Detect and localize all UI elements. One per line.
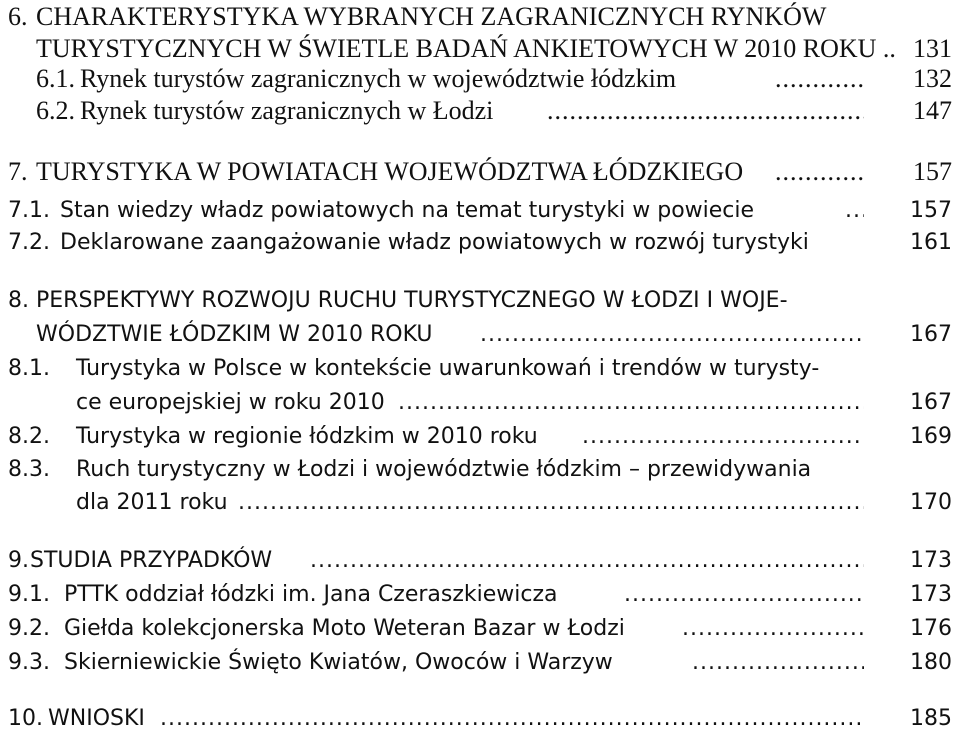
- page-number: 161: [910, 230, 952, 255]
- entry-number: 9.2.: [8, 616, 50, 641]
- page-number: 180: [910, 650, 952, 675]
- toc-entry-ch7: [0, 155, 960, 189]
- entry-number: 10.: [8, 706, 43, 731]
- toc-entry-6-2: [0, 94, 960, 128]
- entry-title: WNIOSKI: [48, 706, 145, 731]
- toc-entry-ch9: [0, 544, 960, 578]
- page-number: 176: [910, 616, 952, 641]
- leader-dots: [480, 318, 864, 352]
- entry-number: 8.: [8, 288, 29, 313]
- entry-number: 8.2.: [8, 424, 50, 449]
- toc-entry-8-1-line1: [0, 352, 960, 386]
- toc-entry-8-3-line2: [0, 486, 960, 520]
- entry-title: Giełda kolekcjonerska Moto Weteran Bazar w Łodzi: [64, 616, 625, 641]
- toc-entry-8-3-line1: [0, 453, 960, 487]
- entry-number: 6.2.: [36, 96, 75, 125]
- leader-dots: [310, 544, 864, 578]
- entry-title: Ruch turystyczny w Łodzi i województwie łódzkim – przewidywania: [76, 457, 812, 482]
- page-number: 167: [910, 322, 952, 347]
- toc-entry-ch6-line1: [0, 0, 960, 34]
- page-number: 170: [910, 490, 952, 515]
- page-number: 185: [910, 706, 952, 731]
- page-number: 173: [910, 582, 952, 607]
- page-number: 157: [913, 157, 952, 186]
- entry-number: 7.2.: [8, 230, 50, 255]
- page-number: 157: [910, 198, 952, 223]
- toc-entry-7-2: [0, 226, 960, 260]
- page-number: 132: [913, 64, 952, 93]
- entry-title: dla 2011 roku: [76, 490, 228, 515]
- entry-title: ce europejskiej w roku 2010: [76, 390, 385, 415]
- leader-dots: [238, 486, 864, 520]
- entry-title: Skierniewickie Święto Kwiatów, Owoców i Warzyw: [64, 650, 613, 675]
- leader-dots: [547, 94, 864, 128]
- entry-number: 6.1.: [36, 64, 75, 93]
- entry-number: 8.3.: [8, 457, 50, 482]
- page-number: 167: [910, 390, 952, 415]
- toc-entry-ch8-line2: [0, 318, 960, 352]
- leader-dots: [775, 155, 864, 189]
- entry-number: 6.: [8, 2, 28, 31]
- leader-dots: [398, 386, 864, 420]
- entry-title: PERSPEKTYWY ROZWOJU RUCHU TURYSTYCZNEGO W ŁODZI I WOJE-: [36, 288, 788, 313]
- toc-entry-9-1: [0, 578, 960, 612]
- entry-title: Rynek turystów zagranicznych w województwie łódzkim: [80, 64, 677, 93]
- page-number: 173: [910, 548, 952, 573]
- entry-title: TURYSTYKA W POWIATACH WOJEWÓDZTWA ŁÓDZKIEGO: [36, 157, 744, 186]
- leader-dots: [682, 612, 864, 646]
- toc-entry-6-1: [0, 62, 960, 96]
- leader-dots: [845, 194, 864, 228]
- page-number: 131: [913, 34, 952, 63]
- leader-dots: [775, 62, 864, 96]
- entry-title: Stan wiedzy władz powiatowych na temat turystyki w powiecie: [60, 198, 755, 223]
- entry-title: Turystyka w Polsce w kontekście uwarunkowań i trendów w turysty-: [76, 356, 820, 381]
- toc-entry-8-2: [0, 420, 960, 454]
- entry-number: 7.: [8, 157, 28, 186]
- entry-title: Rynek turystów zagranicznych w Łodzi: [80, 96, 494, 125]
- entry-title: WÓDZTWIE ŁÓDZKIM W 2010 ROKU: [36, 322, 433, 347]
- toc-entry-8-1-line2: [0, 386, 960, 420]
- entry-title: Deklarowane zaangażowanie władz powiatowych w rozwój turystyki: [60, 230, 809, 255]
- entry-number: 7.1.: [8, 198, 50, 223]
- leader-dots: [692, 646, 864, 680]
- entry-number: 9.: [8, 548, 29, 573]
- entry-number: 9.1.: [8, 582, 50, 607]
- entry-title: TURYSTYCZNYCH W ŚWIETLE BADAŃ ANKIETOWYCH W 2010 ROKU ..: [36, 34, 896, 63]
- page-number: 147: [913, 96, 952, 125]
- entry-title: STUDIA PRZYPADKÓW: [30, 548, 273, 573]
- toc-entry-ch6-line2: [0, 32, 960, 66]
- leader-dots: [582, 420, 864, 454]
- toc-entry-9-3: [0, 646, 960, 680]
- leader-dots: [624, 578, 864, 612]
- entry-number: 8.1.: [8, 356, 50, 381]
- entry-number: 9.3.: [8, 650, 50, 675]
- toc-entry-7-1: [0, 194, 960, 228]
- entry-title: Turystyka w regionie łódzkim w 2010 roku: [76, 424, 538, 449]
- entry-title: PTTK oddział łódzki im. Jana Czeraszkiewicza: [64, 582, 558, 607]
- entry-title: CHARAKTERYSTYKA WYBRANYCH ZAGRANICZNYCH RYNKÓW: [36, 2, 827, 31]
- page-number: 169: [910, 424, 952, 449]
- toc-entry-ch8-line1: [0, 284, 960, 318]
- toc-entry-9-2: [0, 612, 960, 646]
